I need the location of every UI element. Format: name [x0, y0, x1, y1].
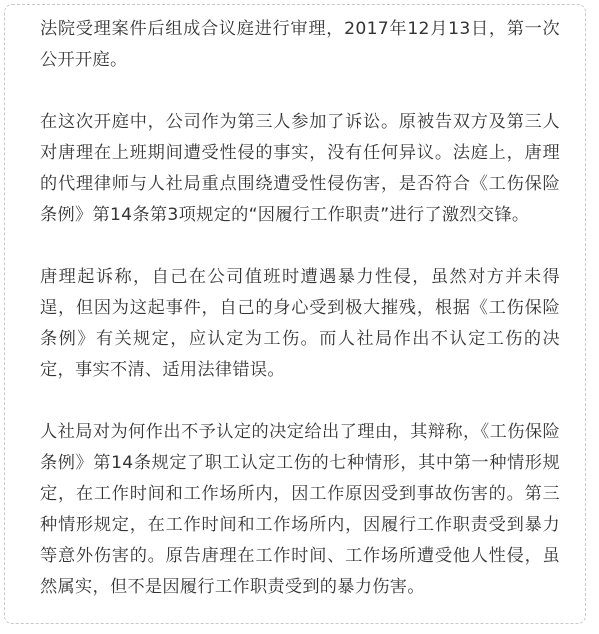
- paragraph-trial-opening: 法院受理案件后组成合议庭进行审理，2017年12月13日，第一次公开开庭。: [40, 19, 560, 70]
- paragraph-defendant-argument: 人社局对为何作出不予认定的决定给出了理由，其辩称，《工伤保险条例》第14条规定了职工认定工伤的七种情形，其中第一种情形规定，在工作时间和工作场所内，因工作原因受到事故伤害的。第三种情形规定，在工作时间和工作场所内，因履行工作职责受到暴力等意外伤害的。原告唐理在工作时间、工作场所遭受他人性侵，虽然属实，但不是因履行工作职责受到的暴力伤害。: [40, 422, 560, 597]
- paragraph-plaintiff-claim: 唐理起诉称，自己在公司值班时遭遇暴力性侵，虽然对方并未得逞，但因为这起事件，自己的身心受到极大摧残，根据《工伤保险条例》有关规定，应认定为工伤。而人社局作出不认定工伤的决定，事实不清、适用法律错误。: [40, 267, 560, 380]
- article-body: [40, 14, 560, 634]
- paragraph-hearing: 在这次开庭中，公司作为第三人参加了诉讼。原被告双方及第三人对唐理在上班期间遭受性侵的事实，没有任何异议。法庭上，唐理的代理律师与人社局重点围绕遭受性侵伤害，是否符合《工伤保险条例》第14条第3项规定的“因履行工作职责”进行了激烈交锋。: [40, 112, 560, 225]
